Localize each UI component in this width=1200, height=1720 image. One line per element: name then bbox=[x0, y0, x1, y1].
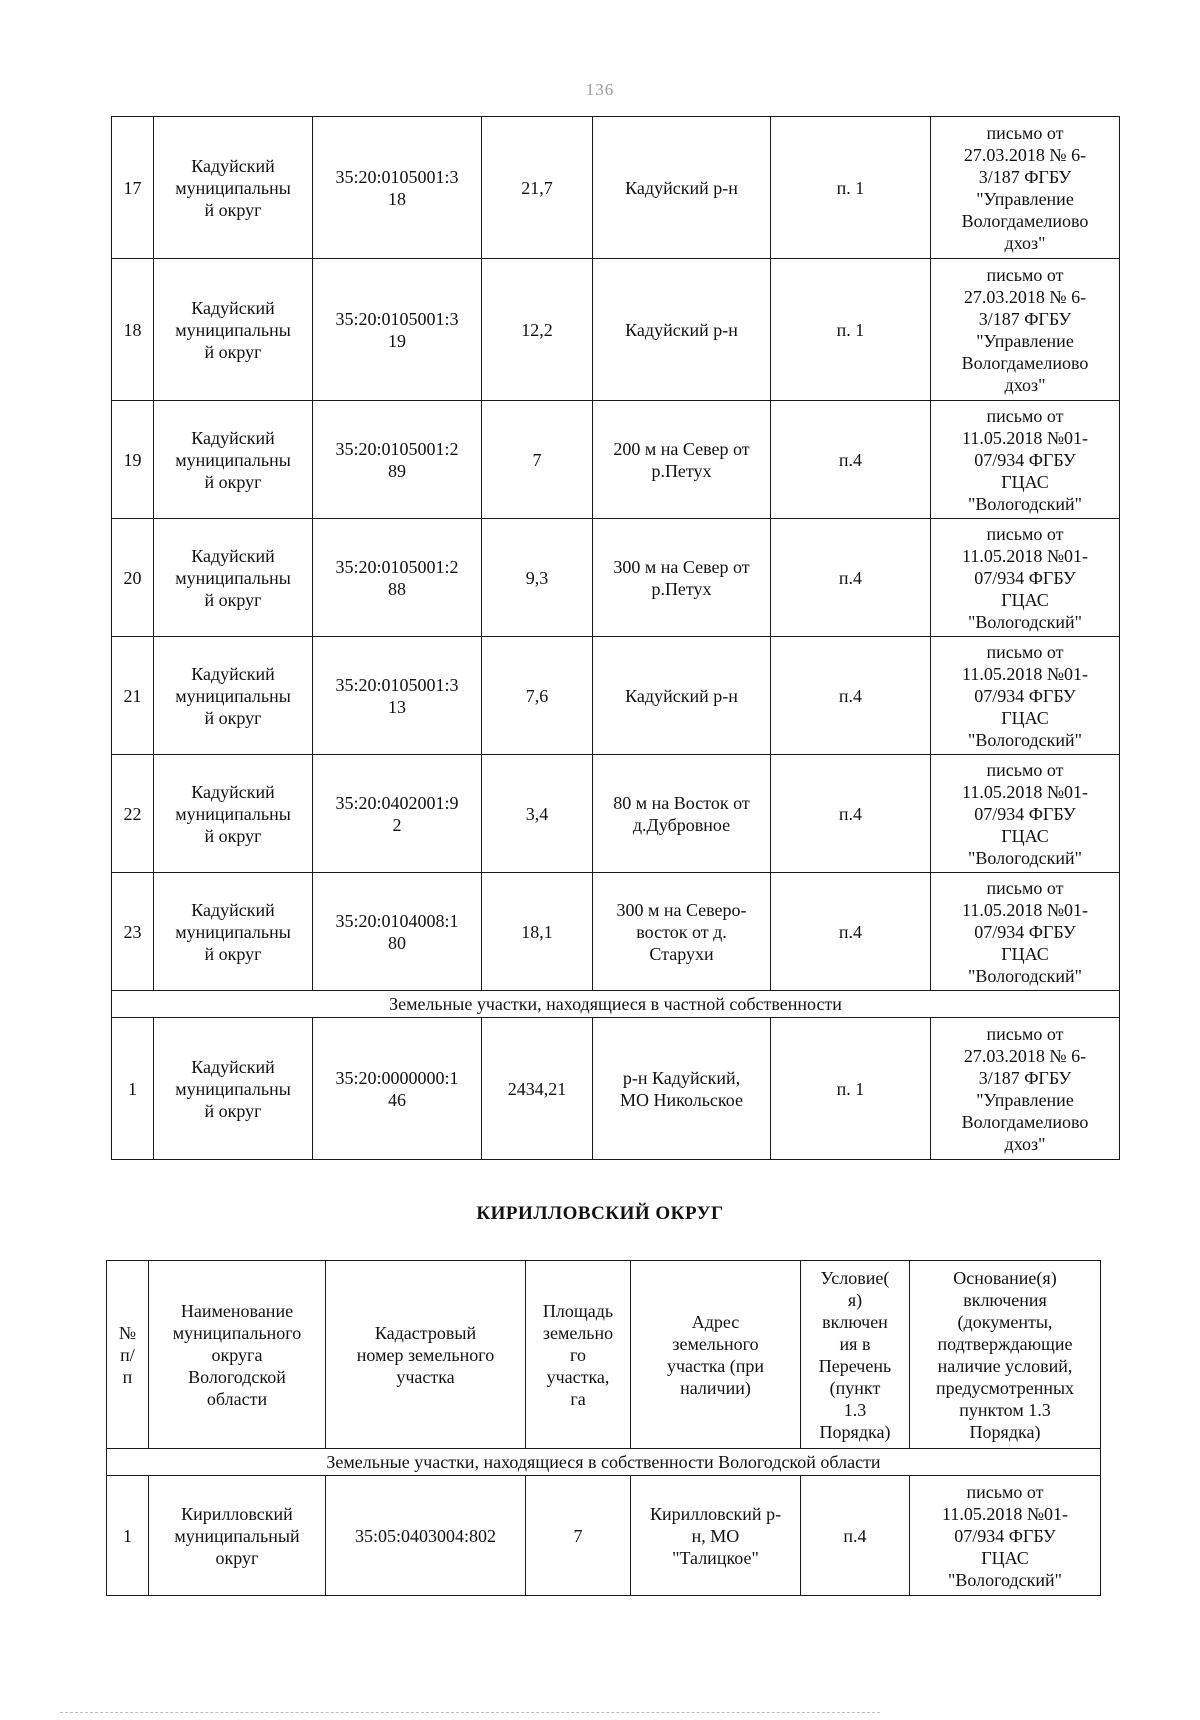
plot-address: Кадуйский р-н bbox=[593, 637, 771, 755]
cadastral-number: 35:20:0402001:9 2 bbox=[313, 755, 482, 873]
municipality-name: Кадуйский муниципальны й округ bbox=[154, 873, 313, 991]
cadastral-number: 35:20:0105001:2 88 bbox=[313, 519, 482, 637]
plot-address: Кадуйский р-н bbox=[593, 117, 771, 259]
row-number: 1 bbox=[107, 1476, 149, 1596]
inclusion-basis: письмо от 11.05.2018 №01- 07/934 ФГБУ ГЦАС "Вологодский" bbox=[931, 519, 1120, 637]
plot-address: 80 м на Восток от д.Дубровное bbox=[593, 755, 771, 873]
table-row bbox=[112, 259, 1120, 401]
table-row bbox=[112, 117, 1120, 259]
inclusion-condition: п. 1 bbox=[771, 259, 931, 401]
municipality-name: Кирилловский муниципальный округ bbox=[149, 1476, 326, 1596]
plot-area: 7 bbox=[482, 401, 593, 519]
land-plots-table-kirillov bbox=[106, 1260, 1101, 1596]
plot-area: 7 bbox=[526, 1476, 631, 1596]
cadastral-number: 35:20:0105001:2 89 bbox=[313, 401, 482, 519]
municipality-name: Кадуйский муниципальны й округ bbox=[154, 259, 313, 401]
header-address: Адрес земельного участка (при наличии) bbox=[631, 1261, 801, 1449]
row-number: 20 bbox=[112, 519, 154, 637]
cadastral-number: 35:20:0105001:3 18 bbox=[313, 117, 482, 259]
inclusion-basis: письмо от 27.03.2018 № 6- 3/187 ФГБУ "Управление Вологдамелиово дхоз" bbox=[931, 1018, 1120, 1160]
inclusion-condition: п.4 bbox=[771, 519, 931, 637]
row-number: 17 bbox=[112, 117, 154, 259]
header-basis: Основание(я) включения (документы, подтверждающие наличие условий, предусмотренных пунктом 1.3 Порядка) bbox=[910, 1261, 1101, 1449]
header-num: № п/ п bbox=[107, 1261, 149, 1449]
row-number: 23 bbox=[112, 873, 154, 991]
inclusion-condition: п.4 bbox=[771, 873, 931, 991]
page-number: 136 bbox=[585, 80, 615, 99]
header-municipality: Наименование муниципального округа Вологодской области bbox=[149, 1261, 326, 1449]
header-area: Площадь земельно го участка, га bbox=[526, 1261, 631, 1449]
municipality-name: Кадуйский муниципальны й округ bbox=[154, 637, 313, 755]
inclusion-basis: письмо от 27.03.2018 № 6- 3/187 ФГБУ "Управление Вологдамелиово дхоз" bbox=[931, 117, 1120, 259]
municipality-name: Кадуйский муниципальны й округ bbox=[154, 519, 313, 637]
inclusion-condition: п. 1 bbox=[771, 117, 931, 259]
plot-address: 200 м на Север от р.Петух bbox=[593, 401, 771, 519]
inclusion-condition: п.4 bbox=[771, 637, 931, 755]
regional-ownership-section-title: Земельные участки, находящиеся в собственности Вологодской области bbox=[107, 1449, 1101, 1476]
table-row bbox=[112, 1018, 1120, 1160]
inclusion-basis: письмо от 11.05.2018 №01- 07/934 ФГБУ ГЦАС "Вологодский" bbox=[910, 1476, 1101, 1596]
table-row bbox=[112, 637, 1120, 755]
land-plots-table-kaduy bbox=[111, 116, 1120, 1160]
plot-area: 18,1 bbox=[482, 873, 593, 991]
inclusion-basis: письмо от 11.05.2018 №01- 07/934 ФГБУ ГЦАС "Вологодский" bbox=[931, 755, 1120, 873]
municipality-name: Кадуйский муниципальны й округ bbox=[154, 755, 313, 873]
inclusion-condition: п.4 bbox=[771, 755, 931, 873]
row-number: 18 bbox=[112, 259, 154, 401]
plot-address: р-н Кадуйский, МО Никольское bbox=[593, 1018, 771, 1160]
header-row bbox=[107, 1261, 1101, 1449]
plot-address: 300 м на Север от р.Петух bbox=[593, 519, 771, 637]
table-row bbox=[112, 755, 1120, 873]
plot-address: Кирилловский р- н, МО "Талицкое" bbox=[631, 1476, 801, 1596]
plot-area: 21,7 bbox=[482, 117, 593, 259]
table-row bbox=[107, 1476, 1101, 1596]
plot-area: 12,2 bbox=[482, 259, 593, 401]
inclusion-condition: п.4 bbox=[801, 1476, 910, 1596]
header-cadastral: Кадастровый номер земельного участка bbox=[326, 1261, 526, 1449]
cadastral-number: 35:20:0105001:3 13 bbox=[313, 637, 482, 755]
inclusion-basis: письмо от 11.05.2018 №01- 07/934 ФГБУ ГЦАС "Вологодский" bbox=[931, 873, 1120, 991]
municipality-name: Кадуйский муниципальны й округ bbox=[154, 401, 313, 519]
table-row bbox=[112, 401, 1120, 519]
plot-area: 3,4 bbox=[482, 755, 593, 873]
header-condition: Условие( я) включен ия в Перечень (пункт 1.3 Порядка) bbox=[801, 1261, 910, 1449]
plot-area: 7,6 bbox=[482, 637, 593, 755]
private-ownership-section-title: Земельные участки, находящиеся в частной собственности bbox=[112, 991, 1120, 1018]
municipality-name: Кадуйский муниципальны й округ bbox=[154, 1018, 313, 1160]
footer-scan-line bbox=[60, 1712, 880, 1713]
plot-address: Кадуйский р-н bbox=[593, 259, 771, 401]
inclusion-basis: письмо от 11.05.2018 №01- 07/934 ФГБУ ГЦАС "Вологодский" bbox=[931, 401, 1120, 519]
cadastral-number: 35:20:0105001:3 19 bbox=[313, 259, 482, 401]
table-row bbox=[112, 873, 1120, 991]
row-number: 21 bbox=[112, 637, 154, 755]
cadastral-number: 35:20:0000000:1 46 bbox=[313, 1018, 482, 1160]
cadastral-number: 35:20:0104008:1 80 bbox=[313, 873, 482, 991]
row-number: 1 bbox=[112, 1018, 154, 1160]
section-row bbox=[112, 991, 1120, 1018]
row-number: 22 bbox=[112, 755, 154, 873]
plot-address: 300 м на Северо- восток от д. Старухи bbox=[593, 873, 771, 991]
plot-area: 2434,21 bbox=[482, 1018, 593, 1160]
row-number: 19 bbox=[112, 401, 154, 519]
section-row bbox=[107, 1449, 1101, 1476]
table-row bbox=[112, 519, 1120, 637]
inclusion-basis: письмо от 11.05.2018 №01- 07/934 ФГБУ ГЦАС "Вологодский" bbox=[931, 637, 1120, 755]
cadastral-number: 35:05:0403004:802 bbox=[326, 1476, 526, 1596]
inclusion-condition: п.4 bbox=[771, 401, 931, 519]
inclusion-basis: письмо от 27.03.2018 № 6- 3/187 ФГБУ "Управление Вологдамелиово дхоз" bbox=[931, 259, 1120, 401]
municipality-name: Кадуйский муниципальны й округ bbox=[154, 117, 313, 259]
section-heading: КИРИЛЛОВСКИЙ ОКРУГ bbox=[476, 1203, 724, 1224]
inclusion-condition: п. 1 bbox=[771, 1018, 931, 1160]
plot-area: 9,3 bbox=[482, 519, 593, 637]
